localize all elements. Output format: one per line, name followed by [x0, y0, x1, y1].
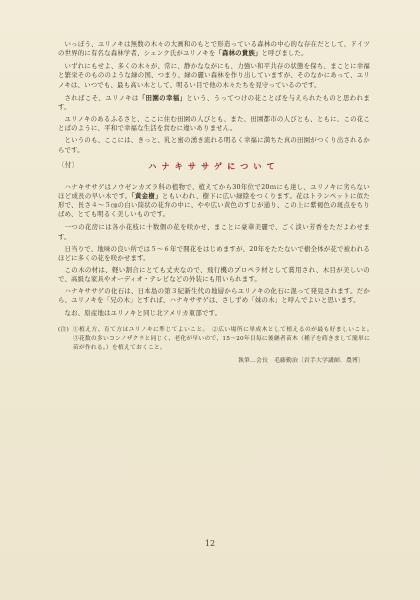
- paragraph-flower-cluster: 一つの花房には各小花枝に十数個の花を咲かせ、まことに豪華美麗で、ごく淡い芳香をただよわせます。: [58, 223, 370, 241]
- highlight-forest-aristocrat: 「森林の貴族」: [215, 49, 262, 58]
- paragraph-text: さればこそ、ユリノキは: [64, 93, 139, 102]
- paragraph-text: と呼びました。: [261, 49, 308, 58]
- paragraph-milk-honey: というのも、ここには、きっと、乳と蜜の湧き流れる明るく幸福に満ちた真の田園がつくり出されるからです。: [58, 136, 370, 154]
- paragraph-text: いっぽう、ユリノキは無数の木々の大画和のもとで形造っている森林の中心的な存在だとして、ドイツの世界的に有名な森林学者、シェンク氏がユリノキを: [58, 40, 370, 58]
- page-number: 12: [204, 539, 216, 548]
- paragraph-blooming: 日当りで、地味の良い所では５～６年で開花をはじめますが、20年をたたないで樹全体が花で被われるほどに多くの花を咲かせます。: [58, 244, 370, 262]
- paragraph-fossil: ハナキササゲの化石は、日本島の第３紀新生代の地層からユリノキの化石に混って発見されます。だから、ユリノキを「兄の木」とすれば、ハナキササゲは、さしずめ「妹の木」と呼んでよいと思います。: [58, 287, 370, 305]
- paragraph-origin: なお、原産地はユリノキと同じ北アメリカ東部です。: [64, 308, 222, 317]
- paragraph-forest-aristocrat: [58, 40, 370, 58]
- highlight-golden-tree: 「黄金樹」: [131, 191, 162, 200]
- appendix-title: ハナキササゲについて: [148, 160, 280, 171]
- appendix-heading-row: [58, 161, 370, 177]
- paragraph-green-country: いずれにもせよ、多くの木々が、常に、静かなながにも、力強い和平共存の状態を保ち、まことに幸福と繁栄そのもののような緑の国、つまり、緑の麗い森林を作り出していますが、そのなかにあって、ユリノキは、いつでも、最も高い木として、明るい目で他の木々たちを見守っているのです。: [58, 62, 370, 89]
- paragraph-flower-language: [58, 94, 370, 112]
- author-signature: 執筆…会長 毛藤勤治〔岩手大学講師．農博〕: [238, 358, 364, 365]
- paragraph-hometown: ユリノキのあるふるさと、ここに住む田園の人びとも、また、田園都市の人びとも、ともに、この花ことばのように、平和で幸福な生活を営むに違いありません。: [58, 115, 370, 133]
- appendix-tag: 〔付〕: [58, 160, 79, 169]
- footnote-text: ①植え方、育て方はユリノキに準じてよいこと。 ②広い場所に単成木として植えるのが最も好ましいこと。 ③花数の多いコンノザクラと同じく、老化が早いので、15～20年目毎に後継者苗木（種子を蒔きまして簡単に苗が作れる。）を植えておくこと。: [72, 326, 376, 352]
- footnote: [58, 326, 376, 354]
- paragraph-wood-use: この木の材は、軽い割合にとても丈夫なので、飛行機のプロペラ材として賞用され、木目が美しいので、高級な家具やオーディオ・テレビなどの外装にも用いられます。: [58, 265, 370, 284]
- footnote-label: (注): [58, 326, 69, 333]
- paragraph-text: という、うってつけの花ことばを与えられたものと思われます。: [58, 93, 370, 111]
- highlight-rural-happiness: 「田園の幸福」: [138, 93, 187, 102]
- paragraph-text: ハナキササゲはノウゼンカズラ科の植物で、植えてから30年位で20ｍにも達し、ユリノキに劣らないほど成長の早い木です。: [58, 182, 370, 200]
- paragraph-catalpa-intro: [58, 183, 370, 220]
- paragraph-text: ともいわれ、樹下に広い緑陰をつくります。花はトランペットに似た形で、長さ４～５㎝の白い筒状の花弁の中に、やや広い黄色のすじが通り、この上に紫褐色の斑点をちりばめ、とても明るく美しいものです。: [58, 191, 370, 219]
- article-body: [58, 40, 376, 367]
